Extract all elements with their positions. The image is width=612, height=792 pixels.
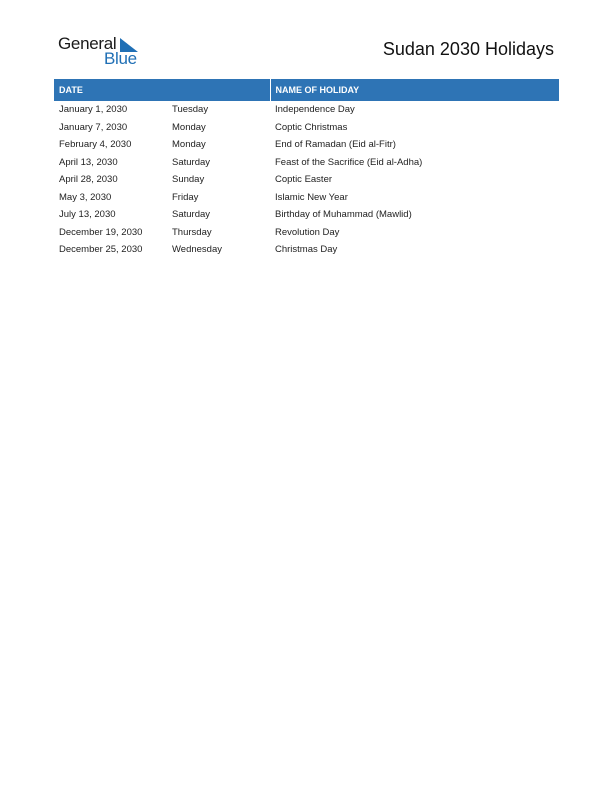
cell-weekday: Friday [172, 191, 199, 203]
cell-weekday: Wednesday [172, 244, 222, 256]
table-row [54, 119, 559, 137]
page-title: Sudan 2030 Holidays [382, 39, 554, 59]
cell-date: December 25, 2030 [59, 244, 143, 256]
cell-holiday-name: Independence Day [275, 104, 355, 116]
generalblue-logo [58, 34, 148, 68]
table-body [54, 101, 559, 259]
cell-holiday-name: Revolution Day [275, 226, 340, 238]
cell-date: January 7, 2030 [59, 121, 128, 133]
cell-date: December 19, 2030 [59, 226, 143, 238]
table-row [54, 154, 559, 172]
cell-holiday-name: Birthday of Muhammad (Mawlid) [275, 209, 412, 221]
cell-weekday: Sunday [172, 174, 205, 186]
table-row [54, 101, 559, 119]
table-row [54, 171, 559, 189]
cell-holiday-name: Feast of the Sacrifice (Eid al-Adha) [275, 156, 423, 168]
cell-holiday-name: Islamic New Year [275, 191, 348, 203]
table-row [54, 241, 559, 259]
cell-weekday: Saturday [172, 156, 211, 168]
cell-date: July 13, 2030 [59, 209, 116, 221]
cell-date: April 28, 2030 [59, 174, 118, 186]
cell-date: January 1, 2030 [59, 104, 128, 116]
table-header-row [54, 79, 559, 101]
table-row [54, 189, 559, 207]
logo-text-general: General [58, 34, 117, 53]
cell-weekday: Tuesday [172, 104, 209, 116]
header-holiday-name: NAME OF HOLIDAY [270, 79, 559, 101]
logo-text-blue: Blue [104, 49, 137, 68]
cell-weekday: Monday [172, 121, 206, 133]
holidays-table [54, 79, 559, 259]
cell-weekday: Monday [172, 139, 206, 151]
cell-holiday-name: Coptic Christmas [275, 121, 348, 133]
table-row [54, 206, 559, 224]
cell-date: May 3, 2030 [59, 191, 112, 203]
table-row [54, 224, 559, 242]
cell-date: April 13, 2030 [59, 156, 118, 168]
cell-holiday-name: Coptic Easter [275, 174, 333, 186]
header-date: DATE [54, 79, 270, 101]
cell-date: February 4, 2030 [59, 139, 132, 151]
table-row [54, 136, 559, 154]
cell-holiday-name: End of Ramadan (Eid al-Fitr) [275, 139, 396, 151]
cell-weekday: Saturday [172, 209, 211, 221]
cell-weekday: Thursday [172, 226, 212, 238]
cell-holiday-name: Christmas Day [275, 244, 338, 256]
